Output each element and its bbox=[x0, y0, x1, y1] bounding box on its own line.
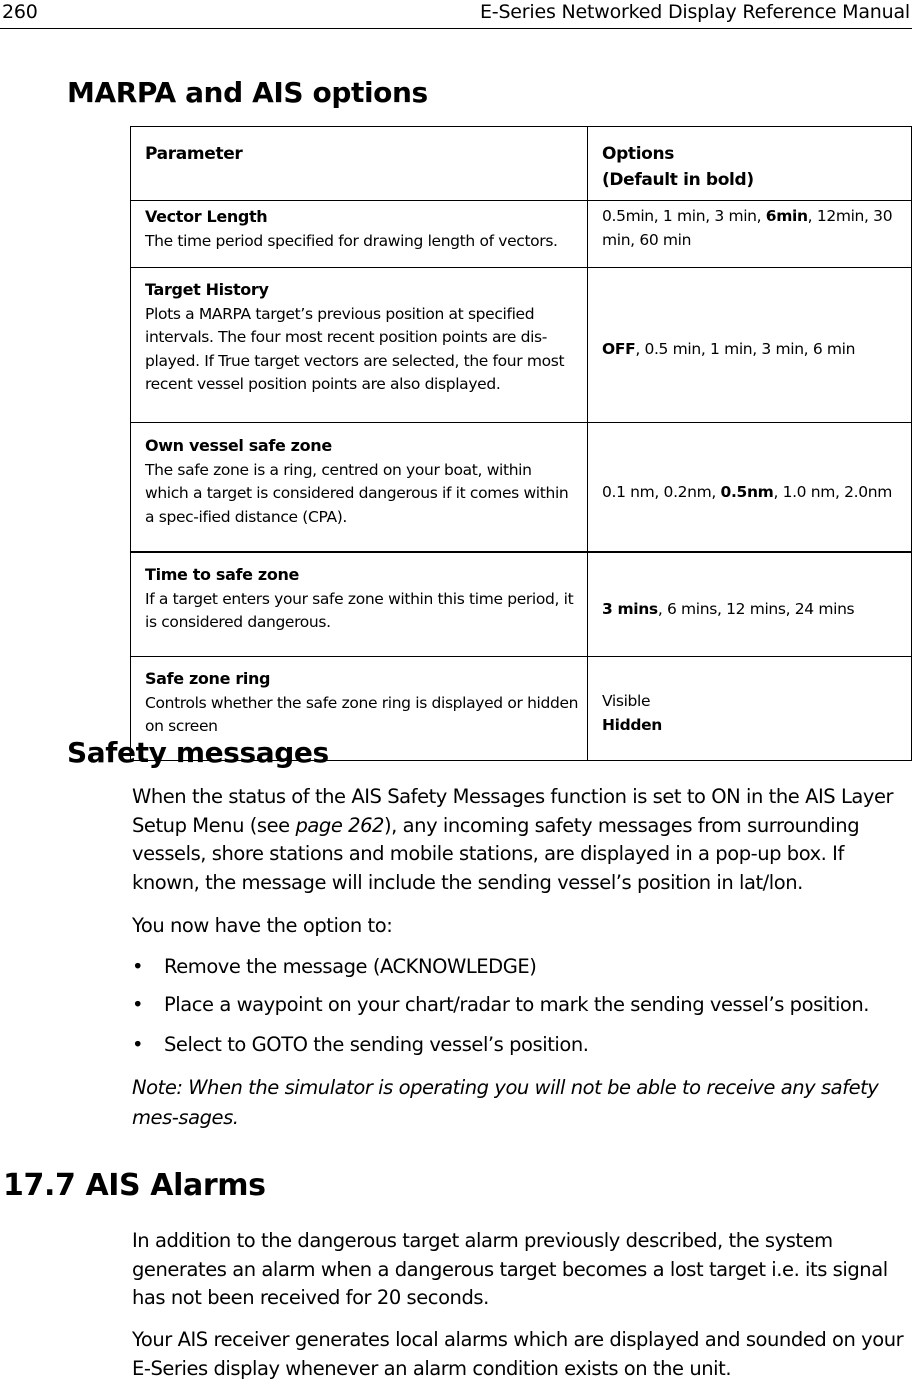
parameter-name: Own vessel safe zone bbox=[145, 436, 332, 455]
parameter-description: Plots a MARPA target’s previous position at specified intervals. The four most recent position points are dis-played. If True target vectors are selected, the four most recent vessel position points are also displayed. bbox=[145, 304, 565, 393]
default-option: 3 mins bbox=[602, 599, 658, 618]
parameter-cell bbox=[131, 268, 588, 423]
default-option: Hidden bbox=[602, 715, 662, 734]
parameter-cell bbox=[131, 423, 588, 553]
document-title: E-Series Networked Display Reference Manual bbox=[479, 1, 910, 23]
paragraph-text: When the status of the AIS Safety Messages function is set to ON in the AIS Layer Setup Menu (see bbox=[132, 785, 894, 837]
option-text: , 0.5 min, 1 min, 3 min, 6 min bbox=[635, 340, 856, 359]
marpa-options-table bbox=[130, 126, 912, 761]
options-cell bbox=[588, 268, 912, 423]
table-row bbox=[131, 552, 912, 657]
options-cell bbox=[588, 423, 912, 553]
section-heading-marpa: MARPA and AIS options bbox=[67, 76, 428, 109]
table-row bbox=[131, 201, 912, 268]
parameter-name: Time to safe zone bbox=[145, 565, 300, 584]
parameter-cell bbox=[131, 201, 588, 268]
options-cell bbox=[588, 201, 912, 268]
option-text: , 6 mins, 12 mins, 24 mins bbox=[657, 599, 855, 618]
page-reference-link[interactable]: page 262 bbox=[295, 813, 384, 837]
section-heading-safety: Safety messages bbox=[67, 736, 329, 769]
page-header bbox=[0, 0, 912, 30]
options-cell bbox=[588, 552, 912, 657]
parameter-name: Target History bbox=[145, 280, 269, 299]
default-option: 6min bbox=[765, 207, 808, 225]
parameter-description: The time period specified for drawing length of vectors. bbox=[145, 231, 558, 250]
parameter-cell bbox=[131, 552, 588, 657]
page-number: 260 bbox=[2, 1, 38, 23]
ais-alarms-paragraph-2: Your AIS receiver generates local alarms which are displayed and sounded on your E-Series display whenever an alarm condition exists on the unit. bbox=[132, 1328, 904, 1380]
list-item-text: Select to GOTO the sending vessel’s position. bbox=[164, 1033, 589, 1056]
safety-paragraph-2: You now have the option to: bbox=[132, 914, 393, 937]
option-text: , 1.0 nm, 2.0nm bbox=[773, 482, 892, 501]
paragraph-text: ), any incoming safety messages from surrounding vessels, shore stations and mobile stations, are displayed in a pop-up box. If known, the message will include the sending vessel’s position in lat/lon. bbox=[132, 813, 860, 894]
options-header-line2: (Default in bold) bbox=[602, 170, 754, 190]
parameter-name: Safe zone ring bbox=[145, 669, 271, 688]
parameter-description: The safe zone is a ring, centred on your boat, within which a target is considered dangerous if it comes within a spec-ified distance (CPA). bbox=[145, 460, 569, 526]
option-text: 0.1 nm, 0.2nm, bbox=[602, 482, 721, 501]
column-header-options bbox=[588, 127, 912, 201]
list-item-text: Remove the message (ACKNOWLEDGE) bbox=[164, 955, 537, 978]
bullet-icon: • bbox=[132, 955, 144, 978]
header-rule bbox=[0, 28, 912, 29]
section-heading-ais-alarms: 17.7 AIS Alarms bbox=[3, 1168, 266, 1203]
column-header-parameter: Parameter bbox=[131, 127, 588, 201]
option-text: Visible bbox=[602, 692, 651, 710]
option-text: , 12min, 30 min, 60 min bbox=[602, 207, 893, 249]
parameter-name: Vector Length bbox=[145, 207, 268, 226]
default-option: OFF bbox=[602, 340, 636, 359]
option-text: 0.5min, 1 min, 3 min, bbox=[602, 207, 766, 225]
options-header-line1: Options bbox=[602, 144, 675, 164]
list-item-text: Place a waypoint on your chart/radar to mark the sending vessel’s position. bbox=[164, 993, 870, 1016]
table-header-row bbox=[131, 127, 912, 201]
bullet-icon: • bbox=[132, 1033, 144, 1056]
options-cell bbox=[588, 657, 912, 761]
table-row bbox=[131, 268, 912, 423]
table-row bbox=[131, 423, 912, 553]
bullet-icon: • bbox=[132, 993, 144, 1016]
default-option: 0.5nm bbox=[720, 482, 774, 501]
safety-paragraph-1 bbox=[132, 783, 910, 897]
parameter-description: Controls whether the safe zone ring is displayed or hidden on screen bbox=[145, 693, 579, 735]
parameter-description: If a target enters your safe zone within this time period, it is considered dangerous. bbox=[145, 589, 574, 631]
simulator-note: Note: When the simulator is operating you will not be able to receive any safety mes-sages. bbox=[132, 1076, 879, 1129]
ais-alarms-paragraph-1: In addition to the dangerous target alarm previously described, the system generates an alarm when a dangerous target becomes a lost target i.e. its signal has not been received for 20 seconds. bbox=[132, 1229, 888, 1309]
